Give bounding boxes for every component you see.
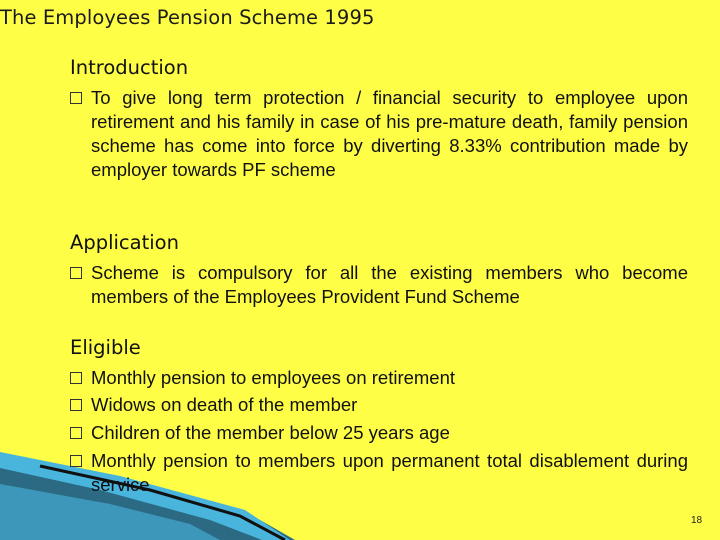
slide-title: The Employees Pension Scheme 1995 [0,6,375,29]
bullet-text: Monthly pension to employees on retirement [91,367,456,388]
bullet-eligible-3 [70,421,688,445]
bullet-box-icon [70,92,82,104]
bullet-eligible-1 [70,366,688,390]
page-number: 18 [691,515,703,526]
heading-application: Application [70,231,179,254]
bullet-eligible-4 [70,449,688,497]
bullet-box-icon [70,267,82,279]
bullet-box-icon [70,427,82,439]
bullet-eligible-2 [70,393,688,417]
bullet-text: Children of the member below 25 years age [91,422,450,443]
heading-introduction: Introduction [70,56,189,79]
bullet-introduction-1 [70,86,688,182]
bullet-text: Widows on death of the member [91,394,358,415]
bullet-box-icon [70,372,82,384]
bullet-text: To give long term protection / financial security to employee upon retirement and his family in case of his pre-mature death, family pension scheme has come into force by diverting 8.33% contribution made by employer towards PF scheme [91,87,688,180]
bullet-text: Monthly pension to members upon permanent total disablement during service [91,450,688,495]
bullet-application-1 [70,261,688,309]
bullet-box-icon [70,399,82,411]
bullet-box-icon [70,455,82,467]
bullet-text: Scheme is compulsory for all the existing members who become members of the Employees Provident Fund Scheme [91,262,688,307]
heading-eligible: Eligible [70,336,141,359]
